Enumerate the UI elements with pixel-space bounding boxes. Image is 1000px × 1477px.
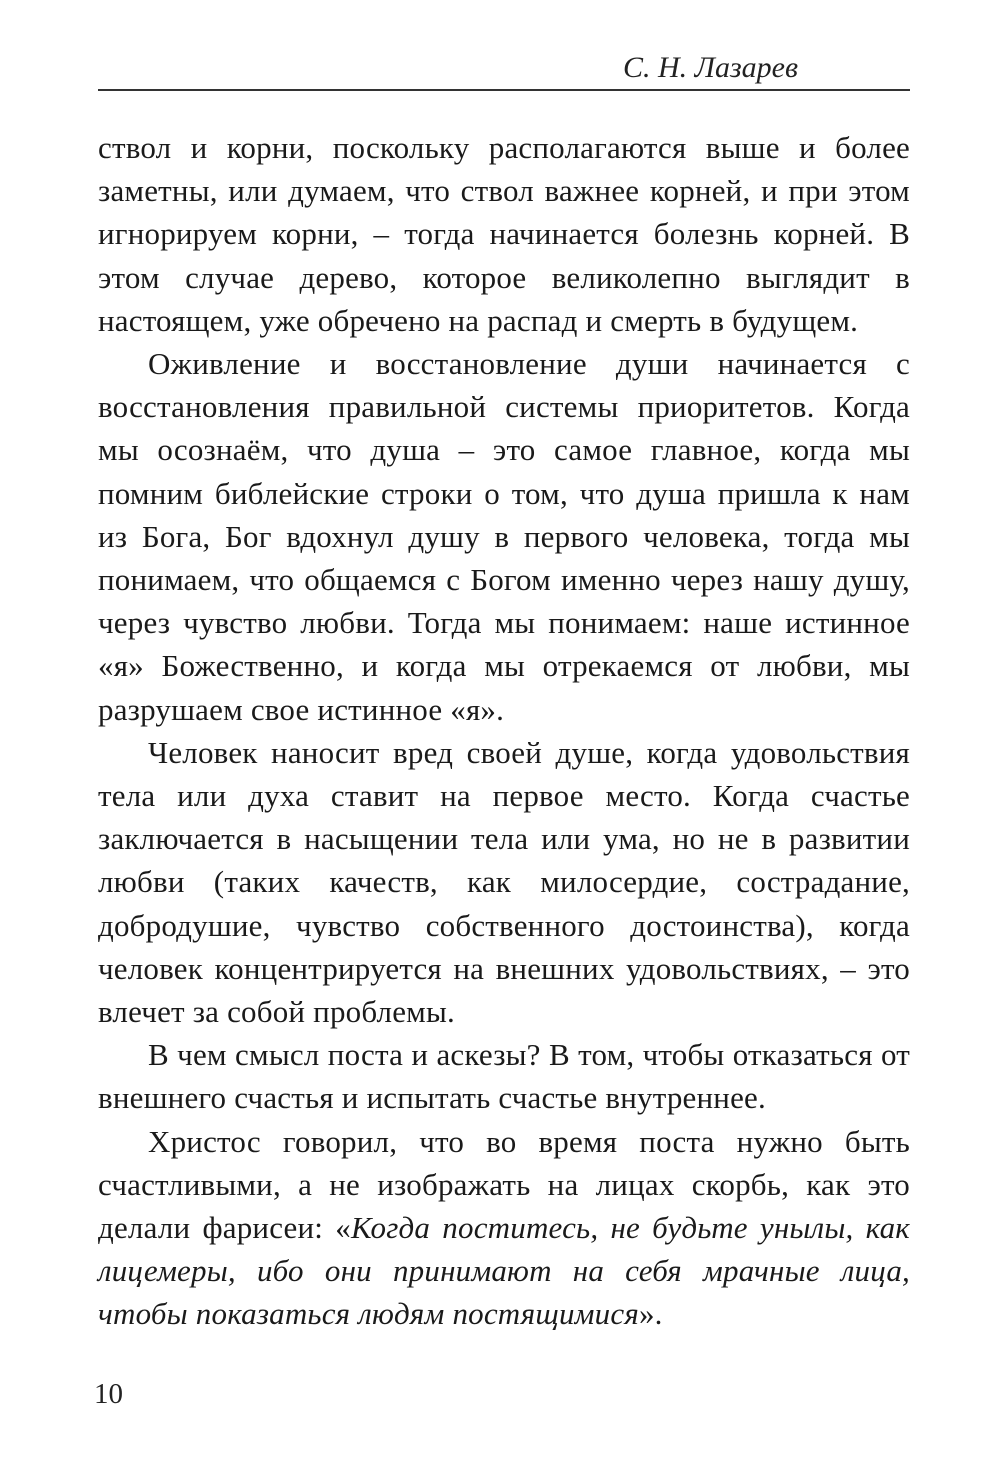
running-head [98, 52, 910, 84]
header-rule [98, 89, 910, 91]
paragraph-4: В чем смысл поста и аскезы? В том, чтобы отказаться от внешнего счастья и испытать счастье внутреннее. [98, 1037, 910, 1116]
author-name: С. Н. Лазарев [622, 51, 798, 84]
paragraph-3: Человек наносит вред своей душе, когда удовольствия тела или духа ставит на первое место. Когда счастье заключается в насыщении тела или ума, но не в развитии любви (таких качеств, как милосердие, сострадание, добродушие, чувство собственного достоинства), когда человек концентрируется на внешних удовольствиях, – это влечет за собой проблемы. [98, 734, 910, 1030]
paragraph-5 [98, 1120, 910, 1336]
body-text [98, 126, 910, 1336]
paragraph-5-text: Христос говорил, что во время поста нужно быть счастливыми, а не изображать на лицах скорбь, как это делали фарисеи: « [98, 1123, 910, 1246]
paragraph-5-closing: ». [638, 1296, 663, 1332]
paragraph-2: Оживление и восстановление души начинается с восстановления правильной системы приоритетов. Когда мы осознаём, что душа – это самое главное, когда мы помним библейские строки о том, что душа пришла к нам из Бога, Бог вдохнул душу в первого человека, тогда мы понимаем, что общаемся с Богом именно через нашу душу, через чувство любви. Тогда мы понимаем: наше истинное «я» Божественно, и когда мы отрекаемся от любви, мы разрушаем свое истинное «я». [98, 346, 910, 727]
gospel-quote: Когда поститесь, не будьте унылы, как лицемеры, ибо они принимают на себя мрачные лица, чтобы показаться людям постящимися [98, 1210, 910, 1332]
page-number: 10 [94, 1378, 123, 1410]
paragraph-1: ствол и корни, поскольку располагаются выше и более заметны, или думаем, что ствол важнее корней, и при этом игнорируем корни, – тогда начинается болезнь корней. В этом случае дерево, которое великолепно выглядит в настоящем, уже обречено на распад и смерть в будущем. [98, 130, 910, 338]
